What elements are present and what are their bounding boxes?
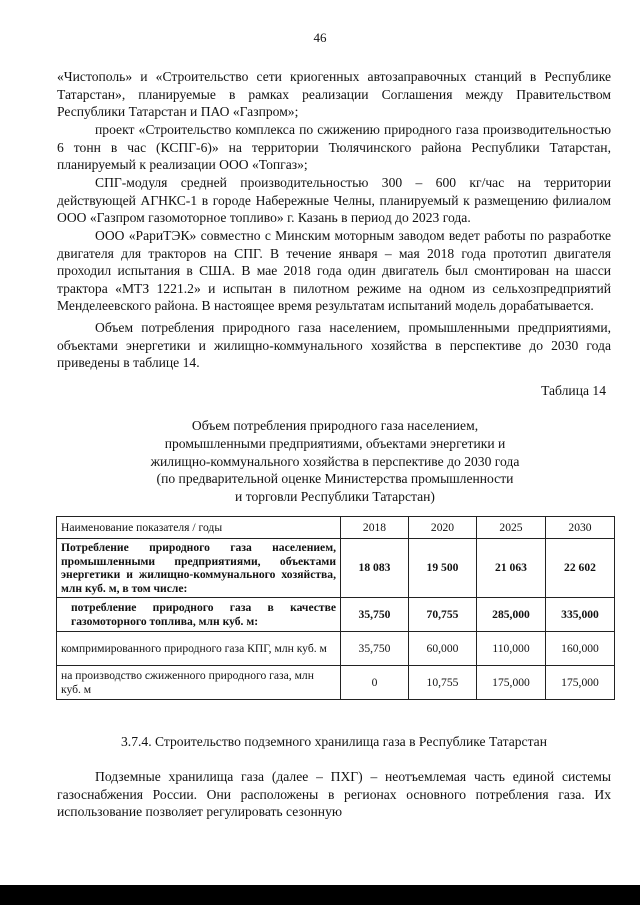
paragraph-raritek: ООО «РариТЭК» совместно с Минским моторным заводом ведет работы по разработке двигателя для тракторов на СПГ. В течение января – мая 2018 года прототип двигателя проходил испытания в США. В мае 2018 года один двигатель был смонтирован на шасси трактора «МТЗ 1221.2» и испытан в пилотном режиме на одном из сельхозпредприятий Менделеевского района. В настоящее время результатам испытаний модель дорабатывается. xyxy=(57,228,611,314)
table-row xyxy=(57,666,615,700)
row-label: на производство сжиженного природного газа, млн куб. м xyxy=(57,666,341,700)
table-header-row xyxy=(57,517,615,539)
column-header: 2030 xyxy=(546,517,615,539)
table-cell: 175,000 xyxy=(546,666,615,700)
table-cell: 18 083 xyxy=(341,539,409,598)
table-cell: 110,000 xyxy=(477,632,546,666)
table-cell: 35,750 xyxy=(341,632,409,666)
paragraph-chistopol: «Чистополь» и «Строительство сети криогенных автозаправочных станций в Республике Татарстан», планируемые в рамках реализации Соглашения между Правительством Республики Татарстан и ПАО «Газпром»; xyxy=(57,69,611,120)
table-title-line: промышленными предприятиями, объектами энергетики и xyxy=(164,435,506,451)
scan-edge-bar xyxy=(0,885,640,905)
table-cell: 0 xyxy=(341,666,409,700)
paragraph-kspg-project: проект «Строительство комплекса по сжижению природного газа производительностью 6 тонн в час (КСПГ-6)» на территории Тюлячинского района Республики Татарстан, планируемый к реализации ООО «Топгаз»; xyxy=(57,122,611,173)
column-header: Наименование показателя / годы xyxy=(57,517,341,539)
gas-consumption-table xyxy=(56,516,615,700)
column-header: 2018 xyxy=(341,517,409,539)
table-cell: 285,000 xyxy=(477,598,546,632)
paragraph-consumption-volume: Объем потребления природного газа населением, промышленными предприятиями, объектами энергетики и жилищно-коммунального хозяйства в перспективе до 2030 года приведены в таблице 14. xyxy=(57,320,611,371)
table-cell: 21 063 xyxy=(477,539,546,598)
section-heading: 3.7.4. Строительство подземного хранилища газа в Республике Татарстан xyxy=(121,734,547,749)
table-title-line: жилищно-коммунального хозяйства в перспективе до 2030 года xyxy=(150,453,520,469)
table-cell: 60,000 xyxy=(409,632,477,666)
column-header: 2025 xyxy=(477,517,546,539)
table-cell: 35,750 xyxy=(341,598,409,632)
table-cell: 160,000 xyxy=(546,632,615,666)
table-title-line: и торговли Республики Татарстан) xyxy=(235,489,435,505)
table-cell: 70,755 xyxy=(409,598,477,632)
table-cell: 335,000 xyxy=(546,598,615,632)
table-cell: 10,755 xyxy=(409,666,477,700)
table-label: Таблица 14 xyxy=(541,383,606,398)
table-row xyxy=(57,632,615,666)
table-cell: 19 500 xyxy=(409,539,477,598)
row-label: компримированного природного газа КПГ, млн куб. м xyxy=(57,632,341,666)
paragraph-underground-storage: Подземные хранилища газа (далее – ПХГ) – неотъемлемая часть единой системы газоснабжения России. Они расположены в регионах основного потребления газа. Их использование позволяет регулировать сезонную xyxy=(57,769,611,820)
table-row xyxy=(57,598,615,632)
table-title xyxy=(60,417,610,506)
table-row xyxy=(57,539,615,598)
column-header: 2020 xyxy=(409,517,477,539)
table-title-line: Объем потребления природного газа населением, xyxy=(191,418,479,433)
paragraph-spg-module: СПГ-модуля средней производительностью 300 – 600 кг/час на территории действующей АГНКС-1 в городе Набережные Челны, планируемый к размещению филиалом ООО «Газпром газомоторное топливо» г. Казань в период до 2023 года. xyxy=(57,175,611,226)
row-label: потребление природного газа в качестве газомоторного топлива, млн куб. м: xyxy=(57,598,341,632)
row-label: Потребление природного газа населением, промышленными предприятиями, объектами энергетики и жилищно-коммунального хозяйства, млн куб. м, в том числе: xyxy=(57,539,341,598)
table-cell: 175,000 xyxy=(477,666,546,700)
page-number: 46 xyxy=(313,30,327,45)
table-cell: 22 602 xyxy=(546,539,615,598)
table-title-line: (по предварительной оценке Министерства промышленности xyxy=(156,471,514,487)
